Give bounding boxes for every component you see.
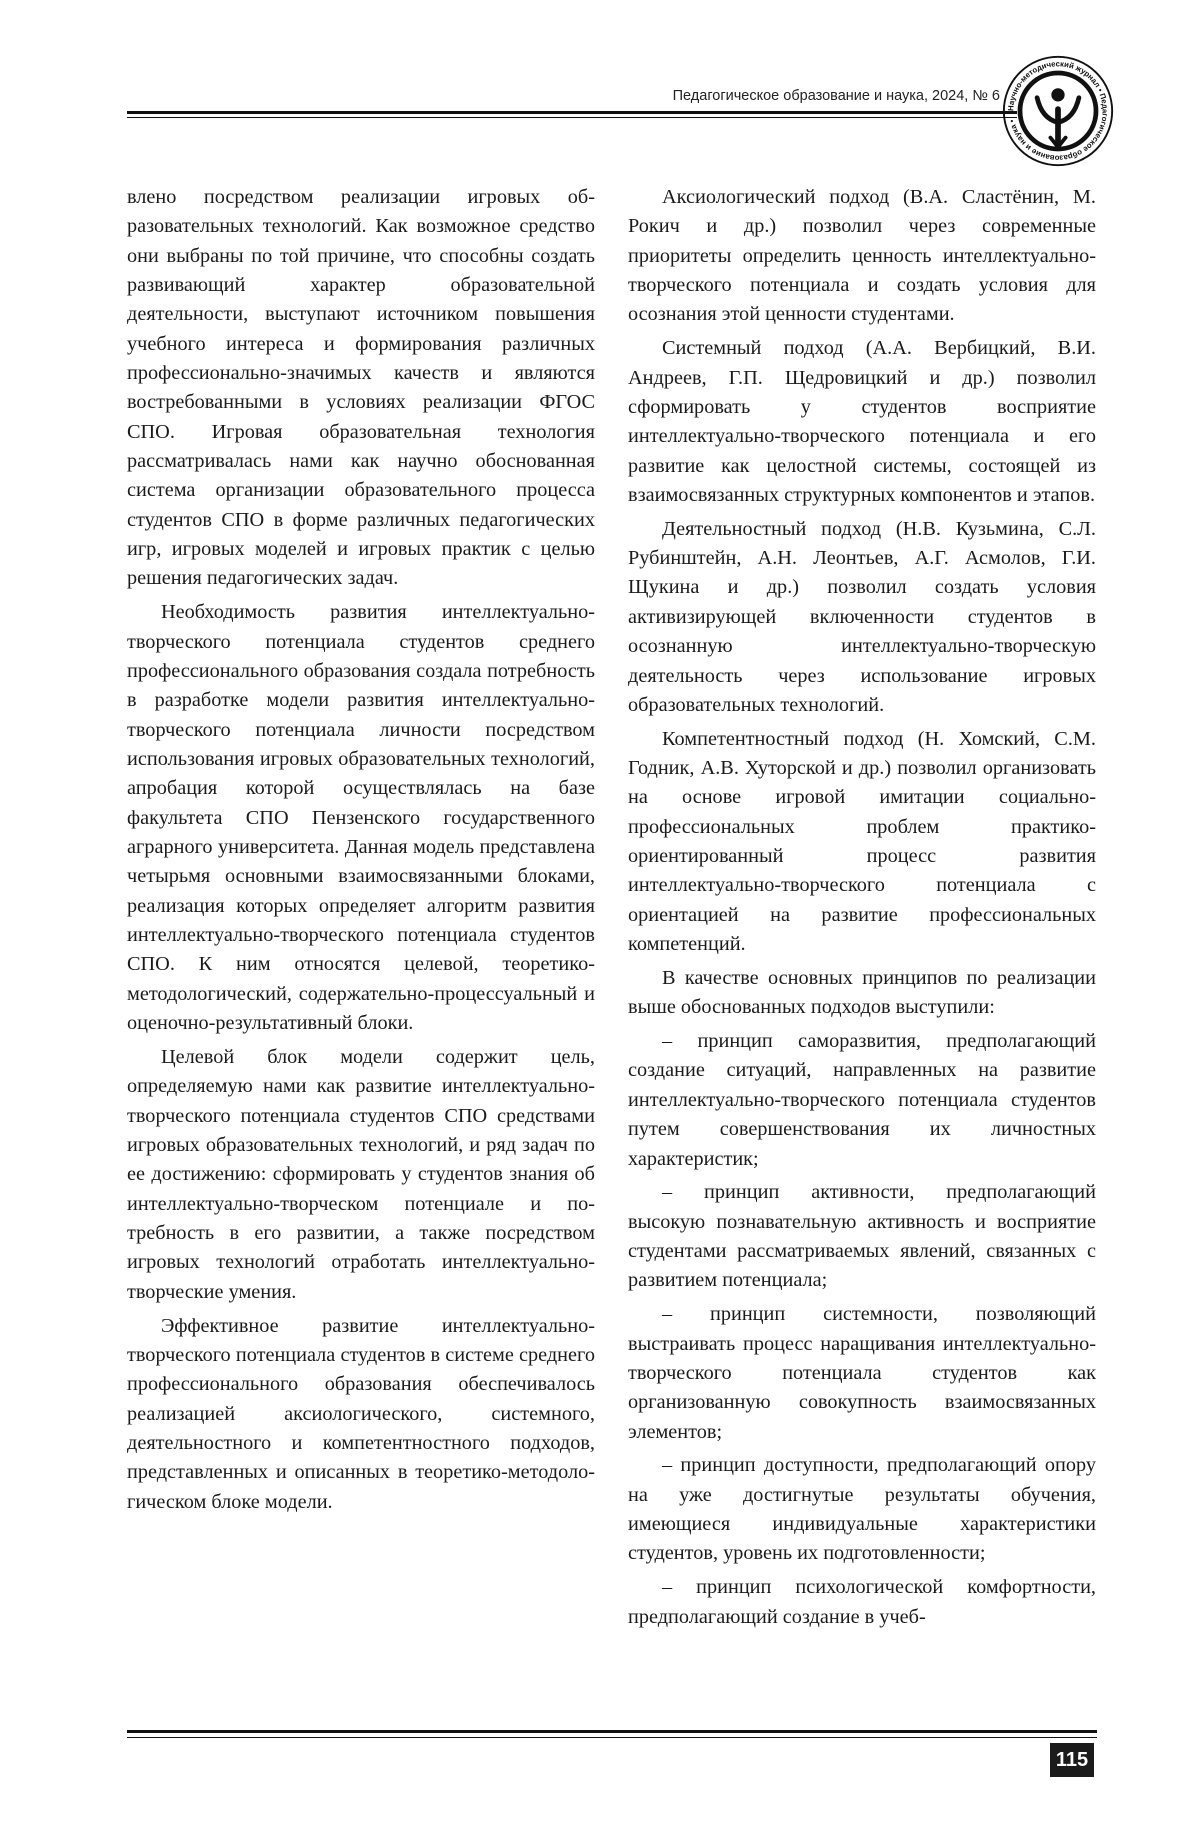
list-item-principle: – принцип психологической комфортности, предполагающий создание в учеб- <box>628 1576 1096 1628</box>
paragraph: Эффективное развитие интеллектуально-творческого потенциала студентов в системе среднего профессионального образования обеспечивалось реализацией аксиологического, системного, деятельностного и компетентностного подходов, представленных и описанных в теоретико-методологическом блоке модели. <box>127 1314 595 1513</box>
left-text-column <box>127 183 595 1521</box>
list-item-principle: – принцип системности, позволяющий выстраивать процесс наращивания интеллектуально-творческого потенциала студентов как организованную совокупность взаимосвязанных элементов; <box>628 1303 1096 1443</box>
svg-text:Научно-методический журнал • П: Научно-методический журнал • Педагогическое образование и наука • <box>1006 59 1110 163</box>
paragraph: Аксиологический подход (В.А. Сластёнин, М. Рокич и др.) позволил через современные приоритеты определить ценность интеллектуально-творческого потенциала и создать условия для осознания этой ценности студентами. <box>628 186 1096 326</box>
journal-logo-emblem <box>1001 54 1115 168</box>
footer-rule-thin <box>127 1737 1097 1738</box>
paragraph: В качестве основных принципов по реализации выше обоснованных подходов выступили: <box>628 966 1096 1019</box>
list-item-principle: – принцип доступности, предполагающий опору на уже достигнутые результаты обучения, имеющиеся индивидуальные характеристики студентов, уровень их подготовленности; <box>628 1454 1096 1565</box>
paragraph: Системный подход (А.А. Вербицкий, В.И. Андреев, Г.П. Щедровицкий и др.) позволил сформировать у студентов восприятие интеллектуально-творческого потенциала и его развитие как целостной системы, состоящей из взаимосвязанных структурных компонентов и этапов. <box>628 337 1096 506</box>
header-rule-thin <box>127 117 1017 118</box>
running-header-journal-title: Педагогическое образование и наука, 2024, № 6 <box>672 88 1000 104</box>
list-item-principle: – принцип саморазвития, предполагающий создание ситуаций, направленных на развитие интеллектуально-творческого потенциала студентов путем совершенствования их личностных характеристик; <box>628 1030 1096 1170</box>
header-rule-thick <box>127 111 1017 114</box>
page-number: 115 <box>1050 1743 1094 1777</box>
footer-rule-thick <box>127 1730 1097 1733</box>
paragraph: Компетентностный подход (Н. Хомский, С.М. Годник, А.В. Хуторской и др.) позволил организовать на основе игровой имитации социально-профессиональных проблем практико-ориентированный процесс развития интеллектуально-творческого потенциала с ориентацией на развитие профессиональных компетенций. <box>628 727 1096 956</box>
paragraph: Деятельностный подход (Н.В. Кузьмина, С.Л. Рубинштейн, А.Н. Леонтьев, А.Г. Асмолов, Г.И. Щукина и др.) позволил создать условия активизирующей включенности студентов в осознанную интеллектуально-творческую деятельность через использование игровых образовательных технологий. <box>628 517 1096 716</box>
paragraph: Целевой блок модели содержит цель, определяемую нами как развитие интеллектуально-творческого потенциала студентов СПО средствами игровых образовательных технологий, и ряд задач по ее достижению: сформировать у студентов знания об интеллектуально-творческом потенциале и потребность в его развитии, а также посредством игровых технологий отработать интеллектуально-творческие умения. <box>127 1045 595 1303</box>
paragraph: Необходимость развития интеллектуально-творческого потенциала студентов среднего профессионального образования создала потребность в разработке модели развития интеллектуально-творческого потенциала личности посредством использования игровых образовательных технологий, апробация которой осуществлялась на базе факультета СПО Пензенского государственного аграрного университета. Данная модель представлена четырьмя основными взаимосвязанными блоками, реализация которых определяет алгоритм развития интеллектуально-творческого потенциала студентов СПО. К ним относятся целевой, теоретико-методологический, содержательно-процессуальный и оценочно-результативный блоки. <box>127 601 595 1035</box>
list-item-principle: – принцип активности, предполагающий высокую познавательную активность и восприятие студентами рассматриваемых явлений, связанных с развитием потенциала; <box>628 1181 1096 1292</box>
paragraph: влено посредством реализации игровых образовательных технологий. Как возможное средство они выбраны по той причине, что способны создать развивающий характер образовательной деятельности, выступают источником повышения учебного интереса и формирования различных профессионально-значимых качеств и являются востребованными в условиях реализации ФГОС СПО. Игровая образовательная технология рассматривалась нами как научно обоснованная система организации образовательного процесса студентов СПО в форме различных педагогических игр, игровых моделей и игровых практик с целью решения педагогических задач. <box>127 186 595 590</box>
right-text-column <box>628 183 1096 1637</box>
